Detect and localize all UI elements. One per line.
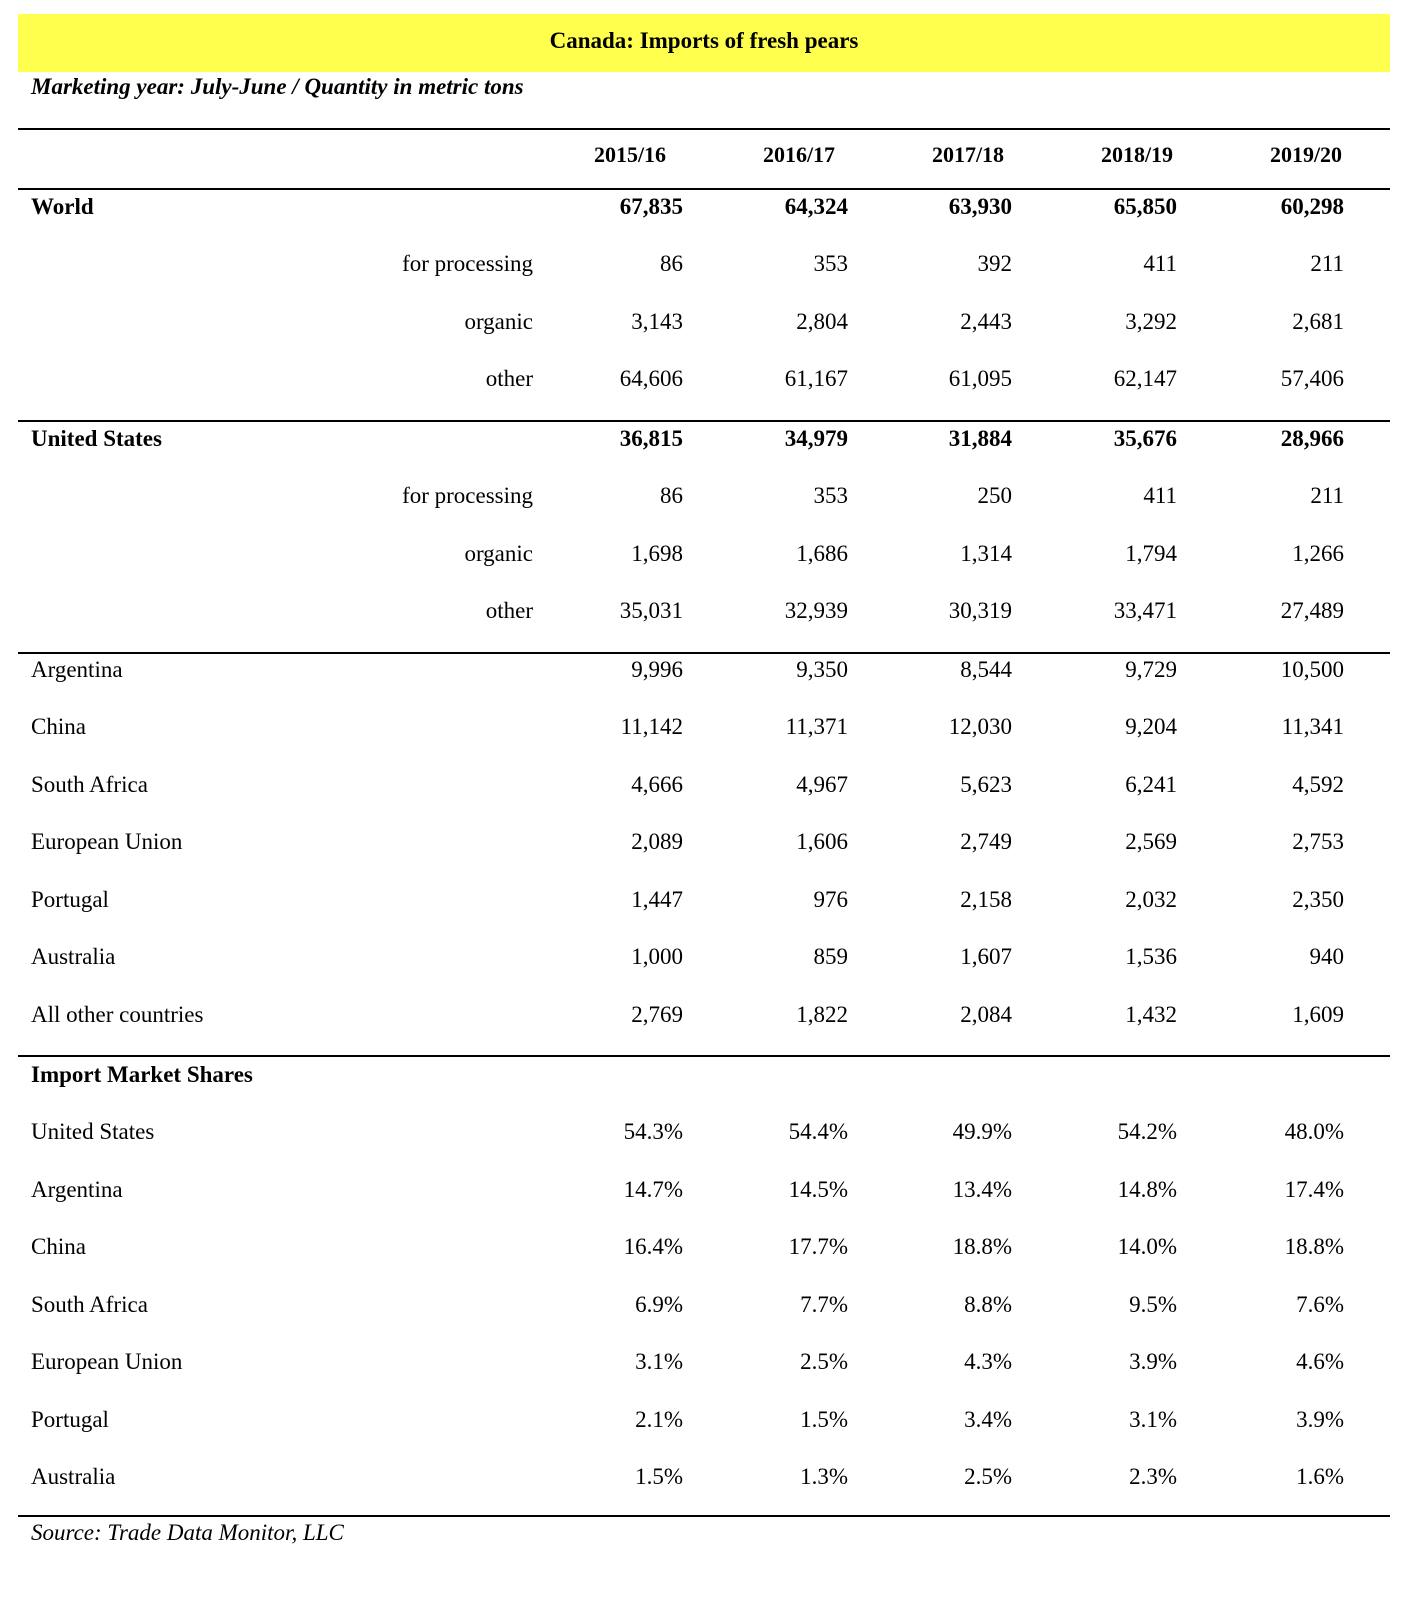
value-cell: 18.8% — [952, 1234, 1012, 1260]
row-label: European Union — [31, 829, 183, 855]
value-cell: 2.3% — [1129, 1464, 1177, 1490]
value-cell: 2.5% — [964, 1464, 1012, 1490]
value-cell: 6.9% — [635, 1291, 683, 1317]
value-cell: 1,686 — [796, 540, 848, 566]
value-cell: 2,769 — [631, 1001, 683, 1027]
us-organic-row — [0, 525, 1404, 583]
us-for-processing-row — [0, 468, 1404, 526]
row-label: Portugal — [31, 886, 109, 912]
country-row — [0, 699, 1404, 757]
world-other-row — [0, 351, 1404, 409]
value-cell: 4,967 — [796, 771, 848, 797]
value-cell: 940 — [1309, 944, 1344, 970]
value-cell: 211 — [1310, 251, 1344, 277]
us-other-row — [0, 583, 1404, 641]
table-bottom-rule — [18, 1515, 1390, 1517]
year-header-row — [0, 128, 1404, 182]
value-cell: 60,298 — [1280, 193, 1344, 219]
value-cell: 32,939 — [784, 598, 848, 624]
value-cell: 64,606 — [619, 366, 683, 392]
value-cell: 1.5% — [800, 1406, 848, 1432]
row-label: China — [31, 714, 86, 740]
value-cell: 14.8% — [1117, 1176, 1177, 1202]
value-cell: 1,822 — [796, 1001, 848, 1027]
value-cell: 17.7% — [788, 1234, 848, 1260]
row-label: Australia — [31, 944, 116, 970]
row-label: United States — [31, 1119, 155, 1145]
value-cell: 1,447 — [631, 886, 683, 912]
value-cell: 2,569 — [1125, 829, 1177, 855]
value-cell: 2,749 — [960, 829, 1012, 855]
value-cell: 976 — [813, 886, 848, 912]
value-cell: 1,794 — [1125, 540, 1177, 566]
value-cell: 48.0% — [1284, 1119, 1344, 1145]
value-cell: 12,030 — [948, 714, 1012, 740]
value-cell: 5,623 — [960, 771, 1012, 797]
row-label: Portugal — [31, 1406, 109, 1432]
row-label: European Union — [31, 1349, 183, 1375]
row-label: South Africa — [31, 1291, 148, 1317]
value-cell: 1,432 — [1125, 1001, 1177, 1027]
market-share-row — [0, 1391, 1404, 1449]
value-cell: 7.7% — [800, 1291, 848, 1317]
value-cell: 54.3% — [623, 1119, 683, 1145]
source-note: Source: Trade Data Monitor, LLC — [31, 1520, 344, 1545]
value-cell: 1.6% — [1296, 1464, 1344, 1490]
value-cell: 2,158 — [960, 886, 1012, 912]
value-cell: 14.7% — [623, 1176, 683, 1202]
value-cell: 2,804 — [796, 308, 848, 334]
country-row — [0, 641, 1404, 699]
row-sublabel: organic — [464, 308, 533, 334]
table-subtitle: Marketing year: July-June / Quantity in metric tons — [31, 74, 524, 99]
row-label: South Africa — [31, 771, 148, 797]
value-cell: 54.2% — [1117, 1119, 1177, 1145]
value-cell: 10,500 — [1280, 656, 1344, 682]
value-cell: 2.1% — [635, 1406, 683, 1432]
market-share-row — [0, 1161, 1404, 1219]
value-cell: 27,489 — [1280, 598, 1344, 624]
value-cell: 1,536 — [1125, 944, 1177, 970]
value-cell: 86 — [660, 251, 683, 277]
value-cell: 4,592 — [1292, 771, 1344, 797]
country-row — [0, 756, 1404, 814]
us-total-row — [0, 410, 1404, 468]
value-cell: 2,032 — [1125, 886, 1177, 912]
row-label: All other countries — [31, 1001, 204, 1027]
world-total-row — [0, 178, 1404, 236]
value-cell: 9,996 — [631, 656, 683, 682]
year-header: 2019/20 — [1269, 142, 1343, 167]
row-sublabel: other — [485, 366, 533, 392]
market-share-row — [0, 1219, 1404, 1277]
value-cell: 7.6% — [1296, 1291, 1344, 1317]
market-share-row — [0, 1104, 1404, 1162]
value-cell: 54.4% — [788, 1119, 848, 1145]
value-cell: 8,544 — [960, 656, 1012, 682]
value-cell: 1,698 — [631, 540, 683, 566]
value-cell: 353 — [813, 251, 848, 277]
country-row — [0, 871, 1404, 929]
year-header: 2015/16 — [593, 142, 667, 167]
row-label: Argentina — [31, 656, 123, 682]
value-cell: 1,000 — [631, 944, 683, 970]
value-cell: 64,324 — [784, 193, 848, 219]
value-cell: 3.1% — [1129, 1406, 1177, 1432]
value-cell: 16.4% — [623, 1234, 683, 1260]
value-cell: 411 — [1143, 483, 1177, 509]
value-cell: 211 — [1310, 483, 1344, 509]
value-cell: 4.3% — [964, 1349, 1012, 1375]
value-cell: 17.4% — [1284, 1176, 1344, 1202]
value-cell: 392 — [977, 251, 1012, 277]
value-cell: 13.4% — [952, 1176, 1012, 1202]
year-header: 2016/17 — [762, 142, 836, 167]
value-cell: 3.9% — [1129, 1349, 1177, 1375]
value-cell: 33,471 — [1113, 598, 1177, 624]
value-cell: 2,089 — [631, 829, 683, 855]
value-cell: 4,666 — [631, 771, 683, 797]
value-cell: 2,443 — [960, 308, 1012, 334]
value-cell: 36,815 — [619, 425, 683, 451]
row-sublabel: for processing — [402, 483, 533, 509]
row-label: Import Market Shares — [31, 1061, 253, 1087]
value-cell: 2,753 — [1292, 829, 1344, 855]
row-label: Argentina — [31, 1176, 123, 1202]
value-cell: 1,314 — [960, 540, 1012, 566]
value-cell: 3,143 — [631, 308, 683, 334]
value-cell: 63,930 — [948, 193, 1012, 219]
value-cell: 3.9% — [1296, 1406, 1344, 1432]
value-cell: 1,266 — [1292, 540, 1344, 566]
country-row — [0, 929, 1404, 987]
value-cell: 28,966 — [1280, 425, 1344, 451]
value-cell: 34,979 — [784, 425, 848, 451]
row-sublabel: organic — [464, 540, 533, 566]
value-cell: 11,371 — [785, 714, 848, 740]
value-cell: 57,406 — [1280, 366, 1344, 392]
value-cell: 1,606 — [796, 829, 848, 855]
value-cell: 9.5% — [1129, 1291, 1177, 1317]
value-cell: 35,676 — [1113, 425, 1177, 451]
country-row — [0, 986, 1404, 1044]
value-cell: 2.5% — [800, 1349, 848, 1375]
value-cell: 67,835 — [619, 193, 683, 219]
value-cell: 6,241 — [1125, 771, 1177, 797]
table-title: Canada: Imports of fresh pears — [18, 14, 1390, 72]
value-cell: 49.9% — [952, 1119, 1012, 1145]
market-share-row — [0, 1449, 1404, 1507]
world-organic-row — [0, 293, 1404, 351]
value-cell: 31,884 — [948, 425, 1012, 451]
value-cell: 3,292 — [1125, 308, 1177, 334]
value-cell: 9,204 — [1125, 714, 1177, 740]
value-cell: 1,607 — [960, 944, 1012, 970]
year-header: 2018/19 — [1100, 142, 1174, 167]
value-cell: 18.8% — [1284, 1234, 1344, 1260]
value-cell: 859 — [813, 944, 848, 970]
value-cell: 61,095 — [948, 366, 1012, 392]
value-cell: 11,142 — [620, 714, 683, 740]
value-cell: 62,147 — [1113, 366, 1177, 392]
value-cell: 3.1% — [635, 1349, 683, 1375]
value-cell: 14.5% — [788, 1176, 848, 1202]
value-cell: 30,319 — [948, 598, 1012, 624]
value-cell: 353 — [813, 483, 848, 509]
value-cell: 2,084 — [960, 1001, 1012, 1027]
row-label: World — [31, 193, 94, 219]
value-cell: 61,167 — [784, 366, 848, 392]
value-cell: 1.3% — [800, 1464, 848, 1490]
value-cell: 4.6% — [1296, 1349, 1344, 1375]
row-label: Australia — [31, 1464, 116, 1490]
value-cell: 9,729 — [1125, 656, 1177, 682]
value-cell: 2,350 — [1292, 886, 1344, 912]
value-cell: 1.5% — [635, 1464, 683, 1490]
market-shares-heading — [0, 1046, 1404, 1104]
value-cell: 86 — [660, 483, 683, 509]
value-cell: 65,850 — [1113, 193, 1177, 219]
value-cell: 2,681 — [1292, 308, 1344, 334]
market-share-row — [0, 1334, 1404, 1392]
value-cell: 3.4% — [964, 1406, 1012, 1432]
value-cell: 11,341 — [1281, 714, 1344, 740]
row-label: United States — [31, 425, 162, 451]
market-share-row — [0, 1276, 1404, 1334]
value-cell: 411 — [1143, 251, 1177, 277]
row-label: China — [31, 1234, 86, 1260]
value-cell: 8.8% — [964, 1291, 1012, 1317]
world-for-processing-row — [0, 236, 1404, 294]
value-cell: 14.0% — [1117, 1234, 1177, 1260]
row-sublabel: for processing — [402, 251, 533, 277]
country-row — [0, 814, 1404, 872]
row-sublabel: other — [485, 598, 533, 624]
value-cell: 1,609 — [1292, 1001, 1344, 1027]
year-header: 2017/18 — [931, 142, 1005, 167]
value-cell: 250 — [977, 483, 1012, 509]
value-cell: 35,031 — [619, 598, 683, 624]
value-cell: 9,350 — [796, 656, 848, 682]
